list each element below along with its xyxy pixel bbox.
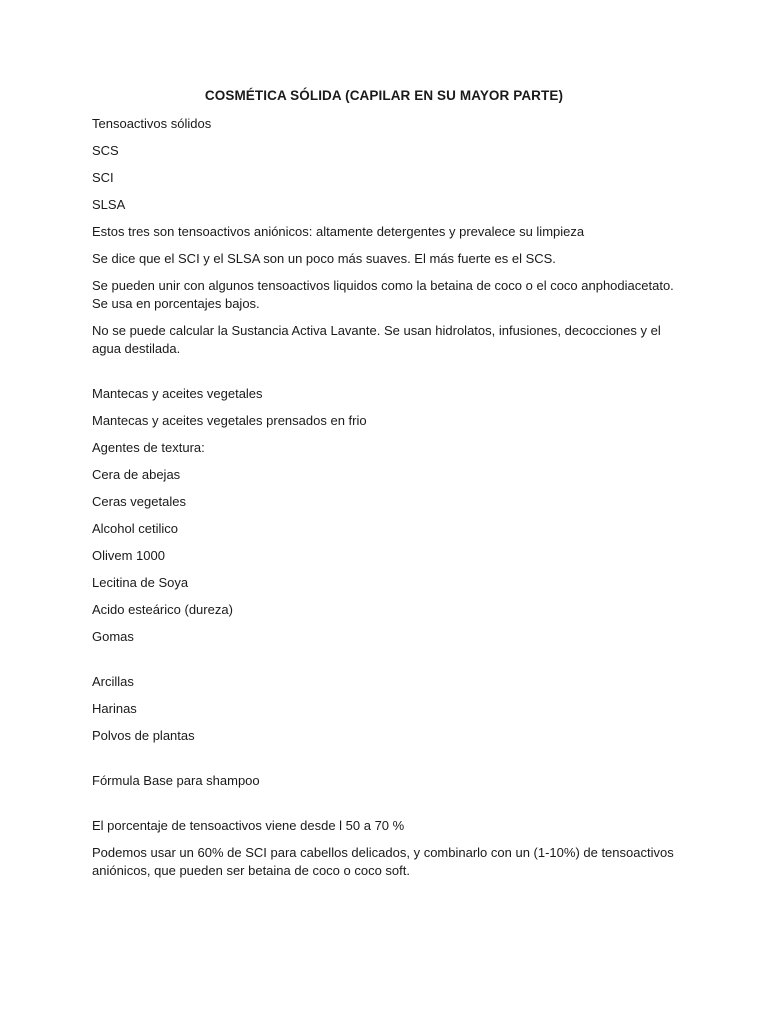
paragraph: Polvos de plantas bbox=[92, 728, 195, 743]
paragraph: Agentes de textura: bbox=[92, 440, 205, 455]
paragraph: SCI bbox=[92, 170, 114, 185]
paragraph: No se puede calcular la Sustancia Activa Lavante. Se usan hidrolatos, infusiones, decocciones y el agua destilada. bbox=[92, 323, 661, 356]
paragraph: Mantecas y aceites vegetales prensados en frio bbox=[92, 413, 367, 428]
document-title: COSMÉTICA SÓLIDA (CAPILAR EN SU MAYOR PARTE) bbox=[204, 88, 564, 103]
paragraph: Cera de abejas bbox=[92, 467, 181, 482]
paragraph: Se pueden unir con algunos tensoactivos liquidos como la betaina de coco o el coco anphodiacetato. Se usa en porcentajes bajos. bbox=[92, 278, 674, 311]
paragraph: SLSA bbox=[92, 197, 126, 212]
paragraph: SCS bbox=[92, 143, 119, 158]
paragraph: Ceras vegetales bbox=[92, 494, 186, 509]
paragraph: Lecitina de Soya bbox=[92, 575, 189, 590]
document-body bbox=[92, 115, 692, 889]
paragraph: Fórmula Base para shampoo bbox=[92, 773, 260, 788]
paragraph: Olivem 1000 bbox=[92, 548, 165, 563]
paragraph: Harinas bbox=[92, 701, 137, 716]
blank-line bbox=[92, 367, 692, 385]
paragraph: Alcohol cetilico bbox=[92, 521, 178, 536]
blank-line bbox=[92, 655, 692, 673]
blank-line bbox=[92, 799, 692, 817]
paragraph: Gomas bbox=[92, 629, 134, 644]
paragraph: Tensoactivos sólidos bbox=[92, 116, 212, 131]
paragraph: Se dice que el SCI y el SLSA son un poco más suaves. El más fuerte es el SCS. bbox=[92, 251, 556, 266]
paragraph: Podemos usar un 60% de SCI para cabellos delicados, y combinarlo con un (1-10%) de tensoactivos aniónicos, que pueden ser betaina de coco o coco soft. bbox=[92, 845, 674, 878]
paragraph: El porcentaje de tensoactivos viene desde l 50 a 70 % bbox=[92, 818, 405, 833]
blank-line bbox=[92, 754, 692, 772]
paragraph: Acido esteárico (dureza) bbox=[92, 602, 233, 617]
paragraph: Mantecas y aceites vegetales bbox=[92, 386, 263, 401]
paragraph: Arcillas bbox=[92, 674, 134, 689]
paragraph: Estos tres son tensoactivos aniónicos: altamente detergentes y prevalece su limpieza bbox=[92, 224, 585, 239]
